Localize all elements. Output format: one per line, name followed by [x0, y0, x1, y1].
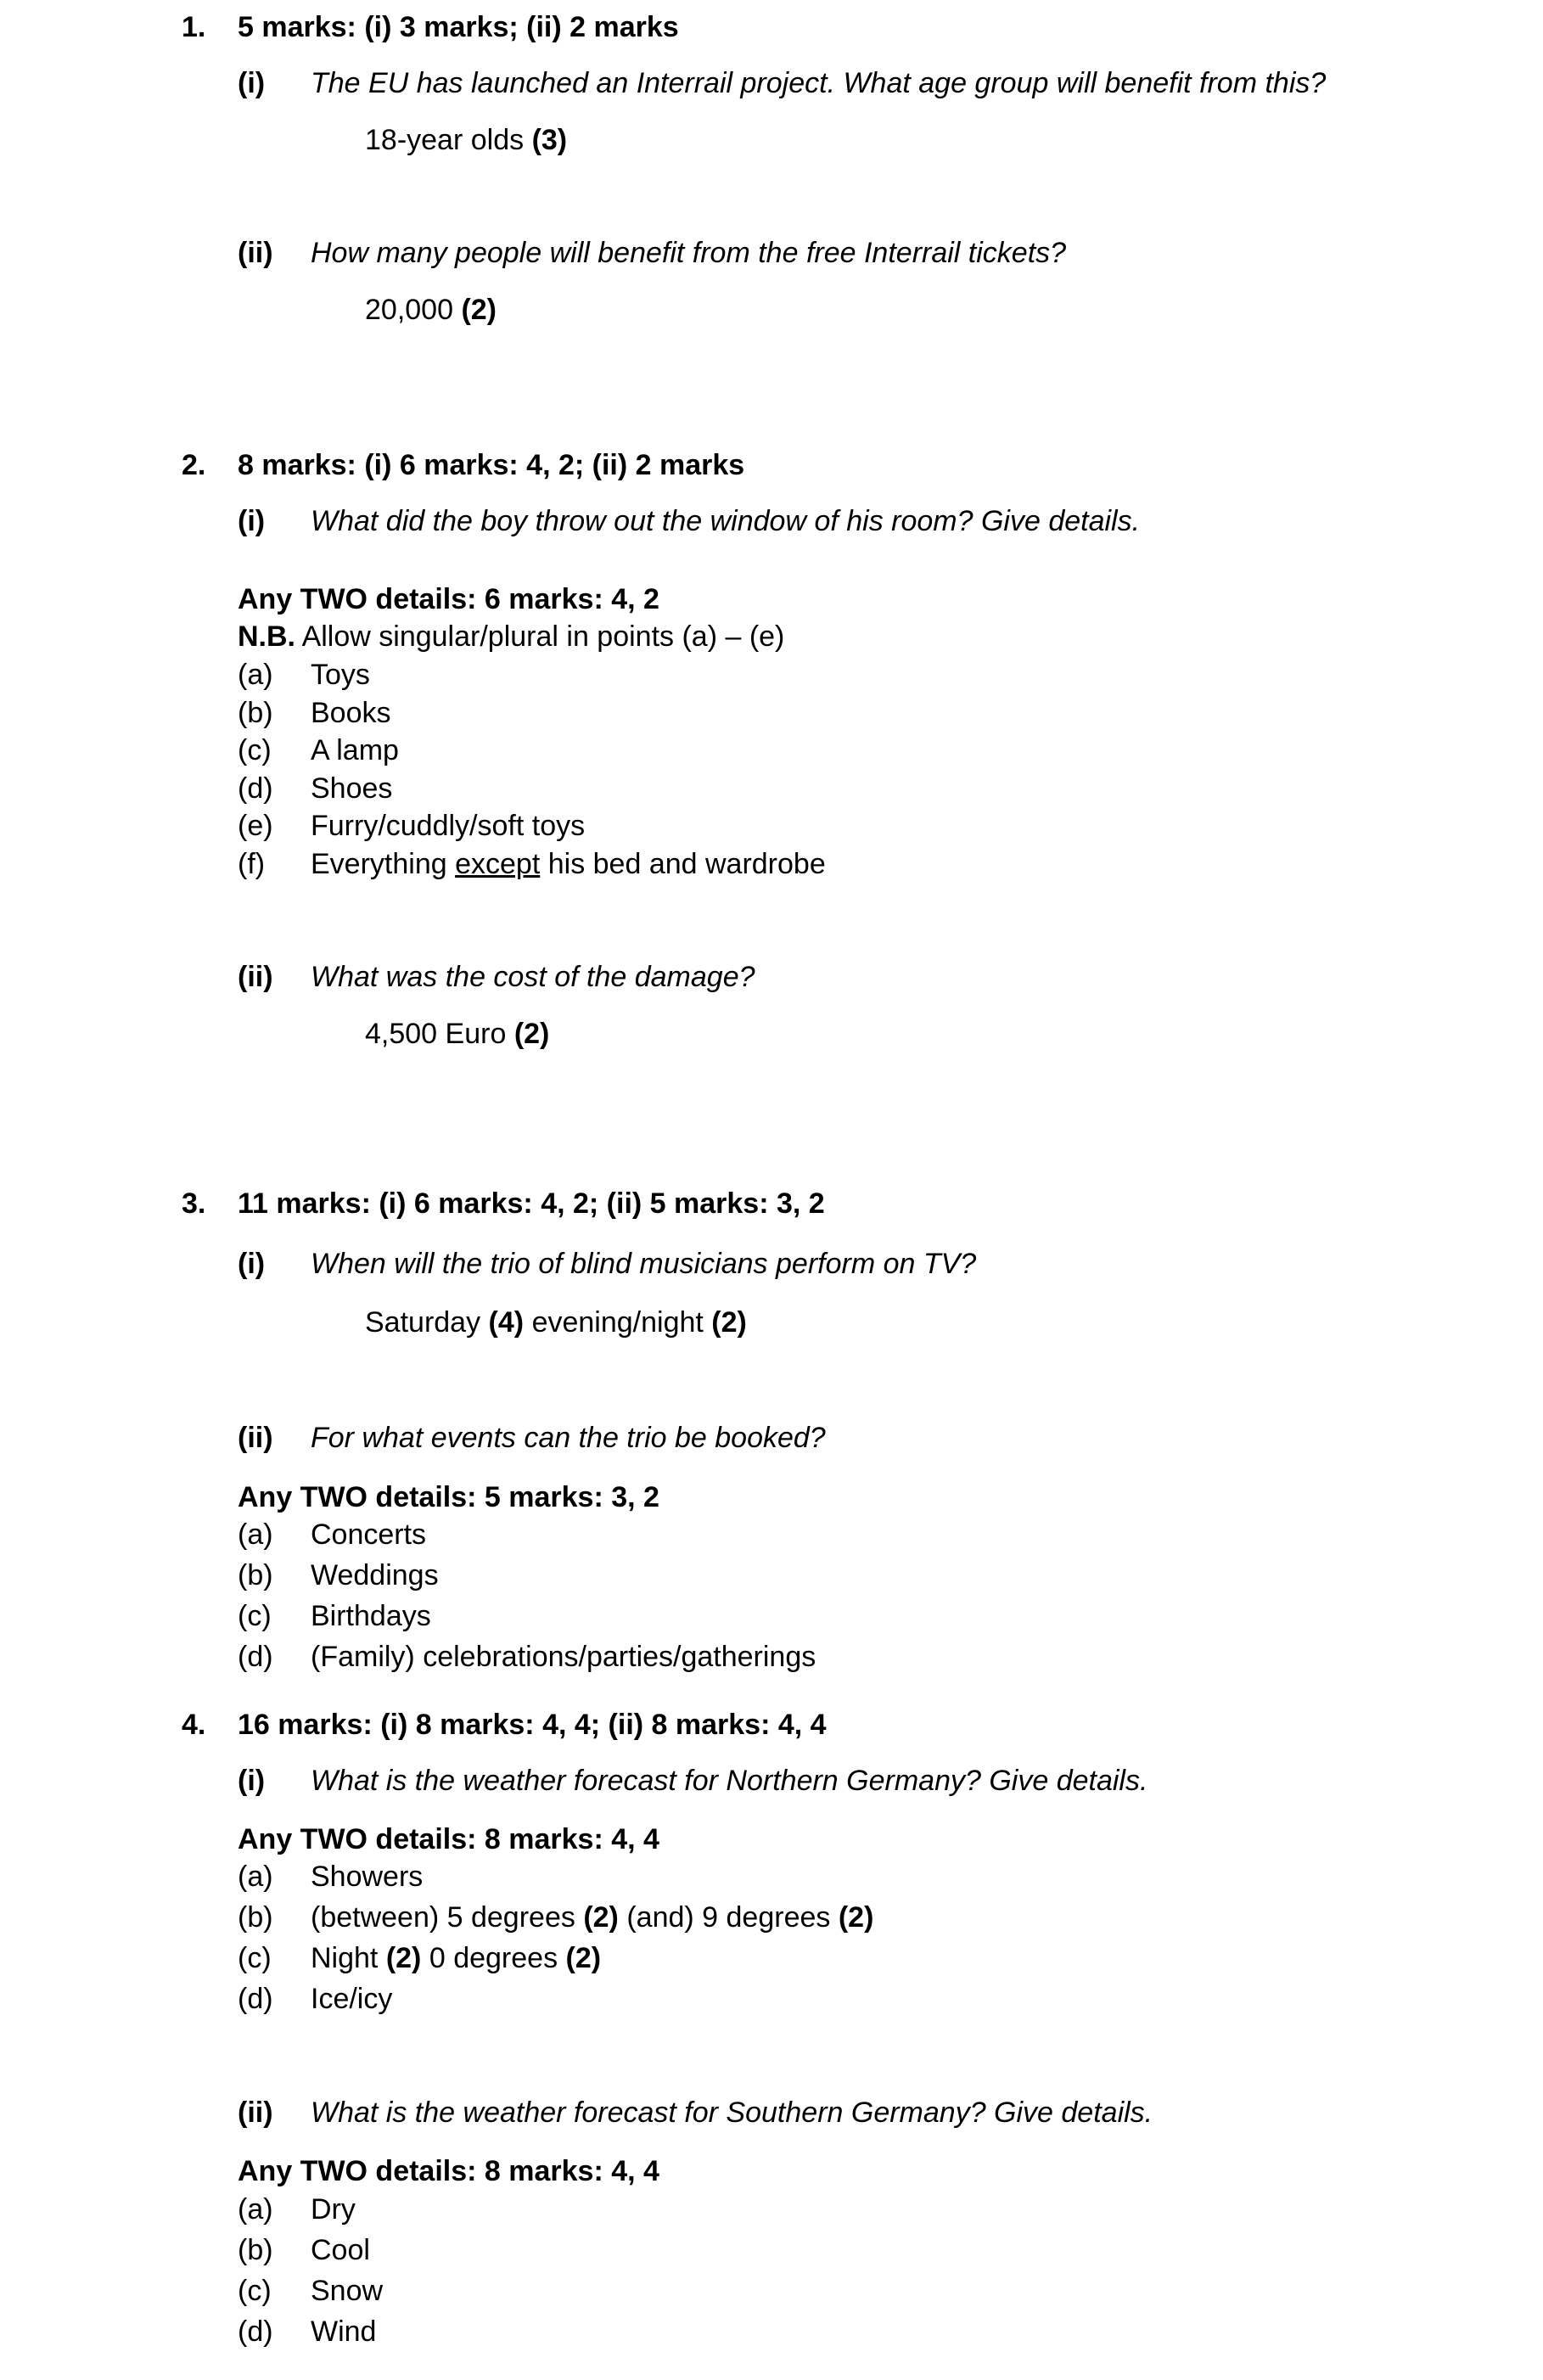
q3-number: 3.: [182, 1187, 206, 1220]
q4-i-point-c-label: (c): [238, 1942, 272, 1974]
q3-ii-point-c-label: (c): [238, 1600, 272, 1632]
q4-ii-point-d-label: (d): [238, 2315, 273, 2348]
q4-ii-point-a-label: (a): [238, 2193, 273, 2226]
q4-ii-question: What is the weather forecast for Southern Germany? Give details.: [311, 2097, 1153, 2129]
q4-ii-point-a-text: Dry: [311, 2193, 356, 2226]
q2-i-point-d-label: (d): [238, 772, 273, 805]
q4-header: 16 marks: (i) 8 marks: 4, 4; (ii) 8 marks: 4, 4: [238, 1709, 827, 1741]
q4-ii-any-two: Any TWO details: 8 marks: 4, 4: [238, 2155, 659, 2187]
q2-number: 2.: [182, 449, 206, 481]
q1-i-label: (i): [238, 67, 266, 99]
q4-ii-point-c-text: Snow: [311, 2275, 384, 2307]
q4-i-point-a-label: (a): [238, 1861, 273, 1893]
q2-i-point-c-text: A lamp: [311, 734, 399, 766]
q1-ii-question: How many people will benefit from the free Interrail tickets?: [311, 237, 1067, 269]
q4-i-any-two: Any TWO details: 8 marks: 4, 4: [238, 1823, 659, 1855]
q4-i-point-c-text: Night (2) 0 degrees (2): [311, 1942, 602, 1974]
q2-i-point-d-text: Shoes: [311, 772, 393, 805]
q3-i-label: (i): [238, 1248, 266, 1280]
q2-i-label: (i): [238, 505, 266, 537]
q1-ii-label: (ii): [238, 237, 273, 269]
q1-number: 1.: [182, 11, 206, 43]
q3-ii-any-two: Any TWO details: 5 marks: 3, 2: [238, 1481, 659, 1513]
q3-ii-label: (ii): [238, 1422, 273, 1454]
q1-ii-answer: 20,000 (2): [365, 294, 497, 326]
q4-ii-point-d-text: Wind: [311, 2315, 377, 2348]
q4-i-label: (i): [238, 1765, 266, 1797]
q2-i-point-e-label: (e): [238, 810, 273, 842]
q4-number: 4.: [182, 1709, 206, 1741]
q3-ii-point-a-label: (a): [238, 1518, 273, 1551]
q2-i-any-two: Any TWO details: 6 marks: 4, 2: [238, 583, 659, 615]
q2-i-point-f-text: Everything except his bed and wardrobe: [311, 848, 826, 880]
q1-header: 5 marks: (i) 3 marks; (ii) 2 marks: [238, 11, 679, 43]
q2-ii-question: What was the cost of the damage?: [311, 961, 755, 993]
q4-ii-point-b-label: (b): [238, 2234, 273, 2266]
q2-ii-answer: 4,500 Euro (2): [365, 1018, 550, 1050]
q2-i-point-a-label: (a): [238, 659, 273, 691]
q2-ii-label: (ii): [238, 961, 273, 993]
q4-ii-label: (ii): [238, 2097, 273, 2129]
q2-i-point-b-text: Books: [311, 697, 391, 729]
q4-i-point-a-text: Showers: [311, 1861, 424, 1893]
q1-i-question: The EU has launched an Interrail project. What age group will benefit from this?: [311, 67, 1327, 99]
q4-ii-point-b-text: Cool: [311, 2234, 370, 2266]
q4-i-point-b-label: (b): [238, 1901, 273, 1934]
q2-i-point-a-text: Toys: [311, 659, 370, 691]
q4-i-point-b-text: (between) 5 degrees (2) (and) 9 degrees (2): [311, 1901, 874, 1934]
q2-i-nb: N.B. Allow singular/plural in points (a) – (e): [238, 620, 785, 653]
q1-i-answer: 18-year olds (3): [365, 124, 568, 156]
q4-i-point-d-text: Ice/icy: [311, 1983, 393, 2015]
q2-header: 8 marks: (i) 6 marks: 4, 2; (ii) 2 marks: [238, 449, 745, 481]
q4-ii-point-c-label: (c): [238, 2275, 272, 2307]
q3-ii-point-b-label: (b): [238, 1559, 273, 1591]
q3-header: 11 marks: (i) 6 marks: 4, 2; (ii) 5 marks: 3, 2: [238, 1187, 825, 1220]
q2-i-point-f-label: (f): [238, 848, 266, 880]
q3-i-question: When will the trio of blind musicians perform on TV?: [311, 1248, 977, 1280]
q3-ii-point-c-text: Birthdays: [311, 1600, 431, 1632]
q4-i-question: What is the weather forecast for Northern Germany? Give details.: [311, 1765, 1148, 1797]
q3-i-answer: Saturday (4) evening/night (2): [365, 1306, 747, 1339]
q3-ii-point-d-label: (d): [238, 1641, 273, 1673]
q2-i-point-b-label: (b): [238, 697, 273, 729]
q2-i-question: What did the boy throw out the window of his room? Give details.: [311, 505, 1141, 537]
q3-ii-point-a-text: Concerts: [311, 1518, 427, 1551]
q2-i-point-e-text: Furry/cuddly/soft toys: [311, 810, 586, 842]
q4-i-point-d-label: (d): [238, 1983, 273, 2015]
q3-ii-point-b-text: Weddings: [311, 1559, 439, 1591]
q2-i-point-c-label: (c): [238, 734, 272, 766]
q3-ii-point-d-text: (Family) celebrations/parties/gatherings: [311, 1641, 816, 1673]
q3-ii-question: For what events can the trio be booked?: [311, 1422, 826, 1454]
